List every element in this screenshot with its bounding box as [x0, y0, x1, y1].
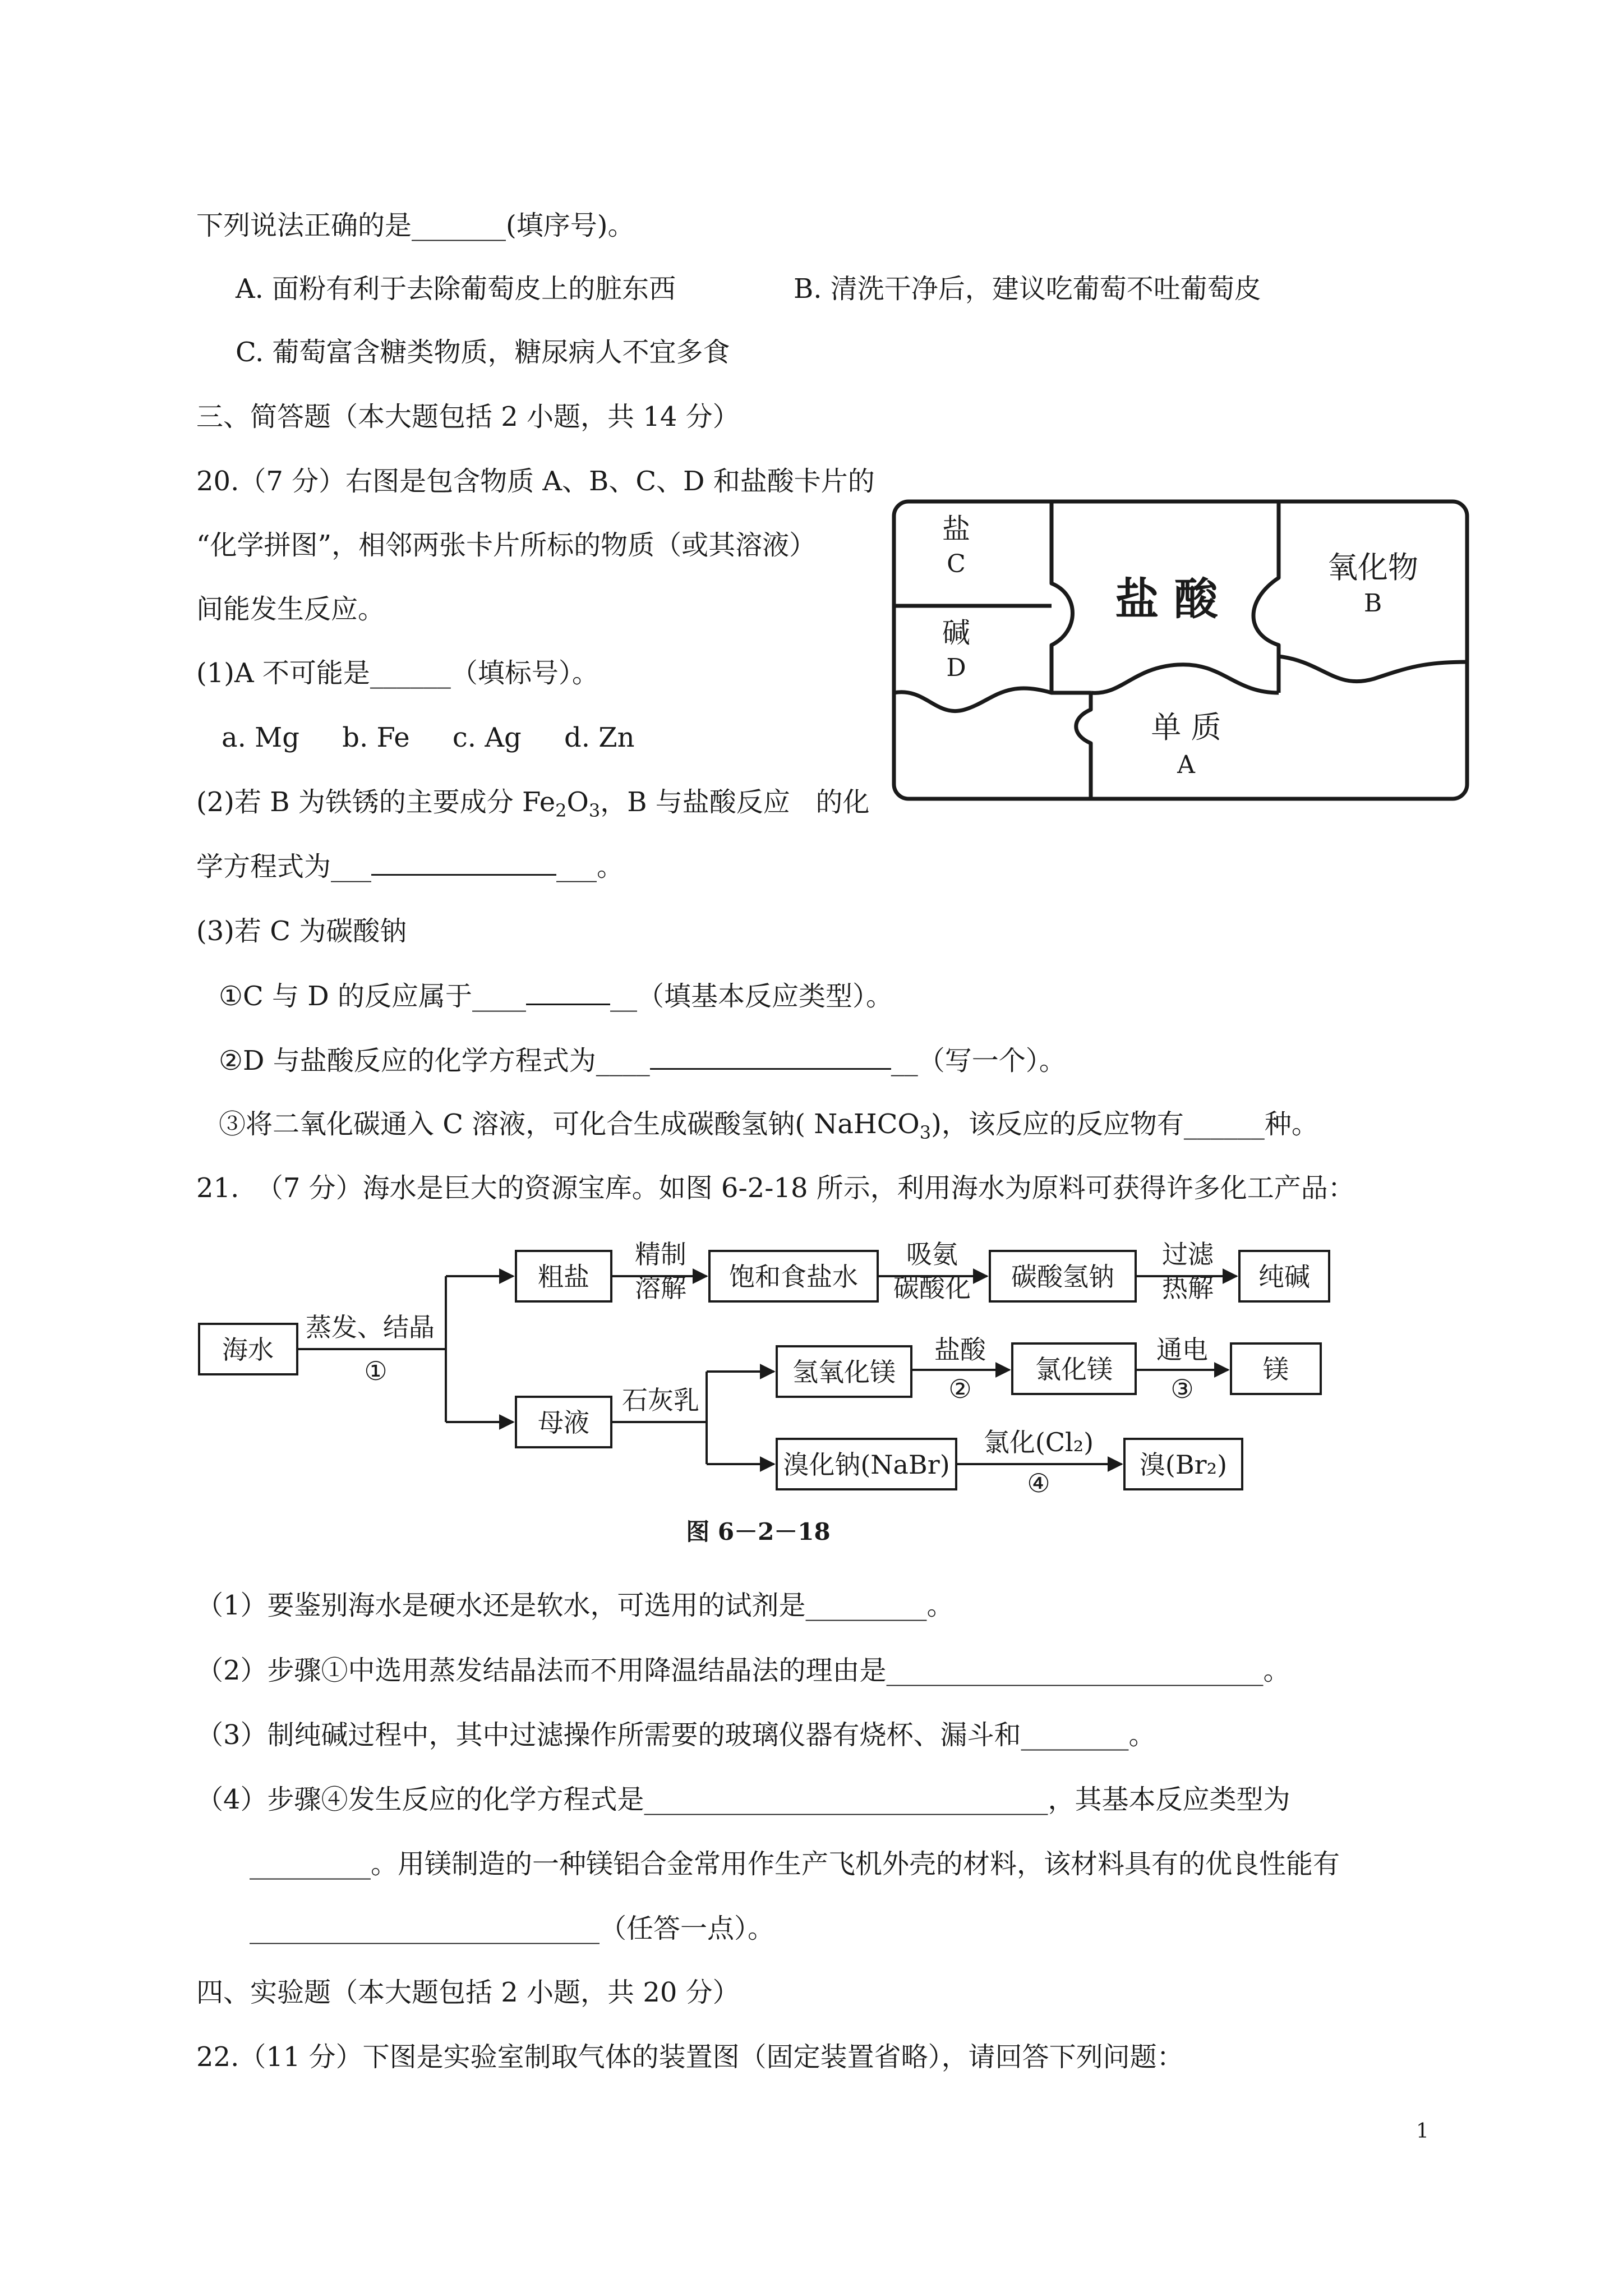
- q21-part3: （3）制纯碱过程中，其中过滤操作所需要的玻璃仪器有烧杯、漏斗和________。: [196, 1719, 1156, 1751]
- flow-crude-salt: 粗盐: [538, 1262, 589, 1292]
- q21-part4-line1: （4）步骤④发生反应的化学方程式是______________________________，其基本反应类型为: [196, 1784, 1290, 1815]
- q19-option-c: C. 葡萄富含糖类物质，糖尿病人不宜多食: [236, 337, 730, 368]
- section-4-heading: 四、实验题（本大题包括 2 小题，共 20 分）: [196, 1977, 740, 2008]
- flow-mother-liquor: 母液: [538, 1407, 589, 1438]
- flow-dissolve: 溶解: [635, 1273, 686, 1303]
- flow-electrolysis: 通电: [1156, 1335, 1208, 1365]
- figure-caption: 图 6－2－18: [686, 1518, 831, 1545]
- answer-blank[interactable]: [650, 1043, 891, 1070]
- q20-part1: (1)A 不可能是______（填标号）。: [196, 657, 599, 689]
- page-number: 1: [1416, 2120, 1429, 2143]
- flow-pyrolysis: 热解: [1162, 1273, 1214, 1303]
- puzzle-a-label: A: [1177, 751, 1195, 779]
- flow-step3: ③: [1170, 1374, 1194, 1404]
- chemistry-puzzle-figure: [886, 494, 1475, 808]
- flow-carbonate: 碳酸化: [893, 1273, 971, 1303]
- q20-line2: “化学拼图”，相邻两张卡片所标的物质（或其溶液）: [196, 530, 817, 561]
- q22-intro: 22.（11 分）下图是实验室制取气体的装置图（固定装置省略），请回答下列问题：: [196, 2041, 1184, 2073]
- flow-nahco3: 碳酸氢钠: [1011, 1262, 1114, 1292]
- q21-part1: （1）要鉴别海水是硬水还是软水，可选用的试剂是_________。: [196, 1590, 954, 1621]
- flow-step2: ②: [948, 1374, 972, 1404]
- seawater-flow-diagram: [191, 1240, 1357, 1565]
- puzzle-salt-label: 盐: [942, 513, 970, 545]
- q21-part2: （2）步骤①中选用蒸发结晶法而不用降温结晶法的理由是____________________________。: [196, 1655, 1290, 1686]
- flow-seawater: 海水: [222, 1335, 274, 1365]
- section-3-heading: 三、简答题（本大题包括 2 小题，共 14 分）: [196, 401, 740, 432]
- q20-line3: 间能发生反应。: [196, 593, 385, 625]
- flow-filter: 过滤: [1162, 1240, 1214, 1269]
- flow-mgoh2: 氢氧化镁: [792, 1357, 896, 1387]
- puzzle-hcl-label: 盐 酸: [1115, 574, 1218, 625]
- puzzle-base-label: 碱: [942, 616, 970, 649]
- answer-blank[interactable]: [526, 979, 610, 1005]
- q21-intro: 21. （7 分）海水是巨大的资源宝库。如图 6-2-18 所示，利用海水为原料可获得许多化工产品：: [196, 1172, 1355, 1204]
- flow-brine: 饱和食盐水: [729, 1262, 858, 1292]
- q20-part3-3: ③将二氧化碳通入 C 溶液，可化合生成碳酸氢钠( NaHCO$_3$)，该反应的反应物有______种。: [219, 1108, 1318, 1143]
- puzzle-left-column-edge: [1052, 501, 1073, 693]
- q19-prompt: 下列说法正确的是_______(填序号)。: [196, 210, 635, 241]
- flow-mgcl2: 氯化镁: [1035, 1354, 1113, 1384]
- flow-nabr: 溴化钠(NaBr): [783, 1450, 950, 1480]
- q20-part1-options: a. Mg b. Fe c. Ag d. Zn: [222, 722, 635, 753]
- q21-part4-line2: _________。用镁制造的一种镁铝合金常用作生产飞机外壳的材料，该材料具有的优良性能有: [250, 1848, 1340, 1880]
- q20-part3-1: ①C 与 D 的反应属于____ __（填基本反应类型）。: [219, 979, 893, 1013]
- flow-br2: 溴(Br₂): [1139, 1450, 1228, 1480]
- answer-blank[interactable]: [371, 849, 556, 876]
- flow-step4: ④: [1027, 1468, 1050, 1498]
- q21-part4-line3: __________________________（任答一点）。: [250, 1913, 775, 1944]
- puzzle-base-bottom: [894, 688, 1091, 711]
- puzzle-oxide-label: 氧化物: [1327, 550, 1418, 585]
- puzzle-b-label: B: [1363, 589, 1382, 618]
- puzzle-c-label: C: [947, 550, 966, 578]
- q20-part3-2: ②D 与盐酸反应的化学方程式为____ __（写一个）。: [219, 1043, 1066, 1078]
- puzzle-d-label: D: [946, 654, 966, 682]
- q20-part2: (2)若 B 为铁锈的主要成分 $Fe_2O_3$，B 与盐酸反应 的化: [196, 786, 870, 821]
- puzzle-oxide-bottom: [1279, 656, 1467, 682]
- q19-option-b: B. 清洗干净后，建议吃葡萄不吐葡萄皮: [794, 273, 1261, 305]
- q20-part3: (3)若 C 为碳酸钠: [196, 915, 407, 947]
- flow-chlorination: 氯化(Cl₂): [983, 1427, 1094, 1457]
- flow-absorb-ammonia: 吸氨: [906, 1240, 958, 1269]
- puzzle-hcl-right-edge: [1253, 501, 1279, 693]
- flow-step1: ①: [364, 1356, 388, 1386]
- flow-refine: 精制: [635, 1240, 686, 1269]
- flow-soda: 纯碱: [1258, 1262, 1310, 1292]
- flow-lime-milk: 石灰乳: [622, 1385, 699, 1415]
- flow-mg: 镁: [1263, 1354, 1289, 1384]
- q20-line1: 20.（7 分）右图是包含物质 A、B、C、D 和盐酸卡片的: [196, 466, 875, 497]
- flow-hcl: 盐酸: [934, 1335, 986, 1365]
- puzzle-element-label: 单 质: [1151, 710, 1221, 745]
- flow-evaporate: 蒸发、结晶: [306, 1312, 435, 1342]
- q20-part2-answer-line: 学方程式为___ ___。: [196, 849, 624, 884]
- q19-option-a: A. 面粉有利于去除葡萄皮上的脏东西: [236, 273, 676, 305]
